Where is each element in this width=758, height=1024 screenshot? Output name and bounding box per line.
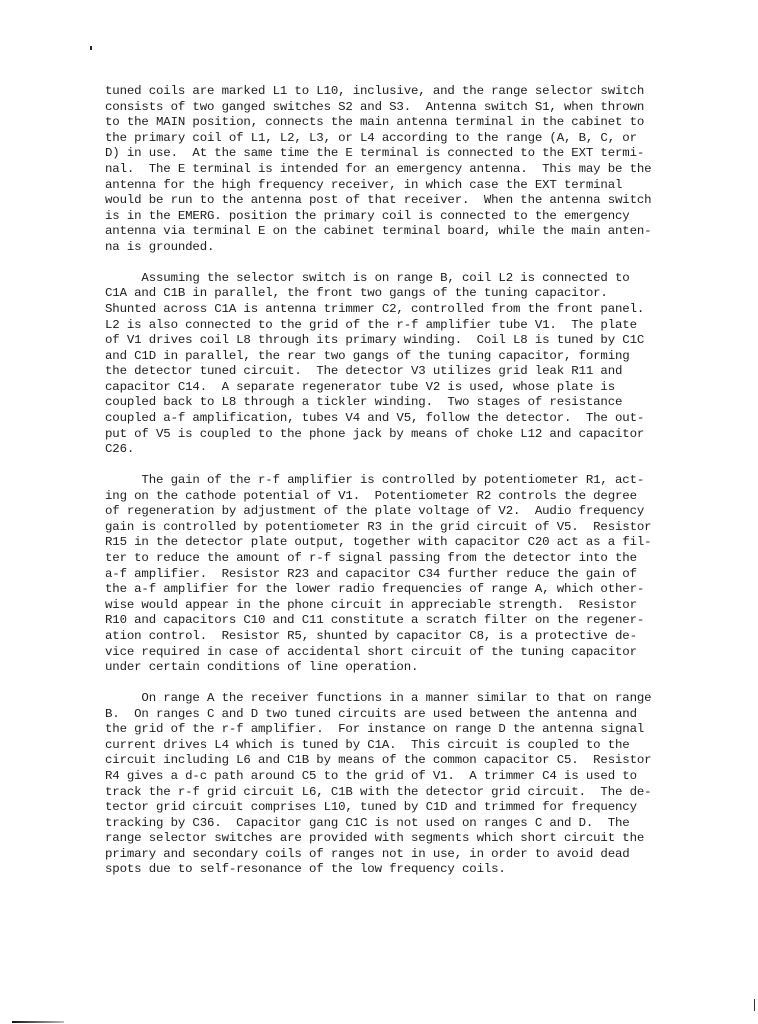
scan-bottom-rule [12,1021,64,1023]
text-line: gain is controlled by potentiometer R3 in the grid circuit of V5. Resistor [105,519,652,534]
paragraph [105,84,680,256]
text-line: circuit including L6 and C1B by means of the common capacitor C5. Resistor [105,753,652,768]
scan-speck [90,46,92,50]
text-line: D) in use. At the same time the E terminal is connected to the EXT termi- [105,146,645,161]
text-line: tuned coils are marked L1 to L10, inclusive, and the range selector switch [105,84,645,98]
text-line: R15 in the detector plate output, together with capacitor C20 act as a fil- [105,535,652,550]
text-line: L2 is also connected to the grid of the r-f amplifier tube V1. The plate [105,317,637,332]
text-line: nal. The E terminal is intended for an emergency antenna. This may be the [105,161,652,176]
paragraph [105,473,680,676]
text-line: ter to reduce the amount of r-f signal passing from the detector into the [105,551,637,565]
text-line: under certain conditions of line operation. [105,660,419,675]
text-line: Shunted across C1A is antenna trimmer C2, controlled from the front panel. [105,301,645,316]
text-line: ing on the cathode potential of V1. Potentiometer R2 controls the degree [105,488,637,503]
text-line: wise would appear in the phone circuit in appreciable strength. Resistor [105,597,637,612]
text-line: track the r-f grid circuit L6, C1B with the detector grid circuit. The de- [105,784,652,799]
text-line: spots due to self-resonance of the low frequency coils. [105,862,506,877]
text-line: C26. [105,442,135,457]
text-line: of V1 drives coil L8 through its primary winding. Coil L8 is tuned by C1C [105,333,645,348]
text-line: coupled back to L8 through a tickler winding. Two stages of resistance [105,395,623,410]
text-line: R4 gives a d-c path around C5 to the grid of V1. A trimmer C4 is used to [105,768,637,783]
paragraph [105,271,680,458]
text-line: tracking by C36. Capacitor gang C1C is not used on ranges C and D. The [105,815,630,830]
text-line: C1A and C1B in parallel, the front two gangs of the tuning capacitor. [105,286,608,301]
text-line: is in the EMERG. position the primary coil is connected to the emergency [105,208,630,223]
text-line: the a-f amplifier for the lower radio frequencies of range A, which other- [105,582,645,597]
text-line: na is grounded. [105,239,215,254]
text-line: range selector switches are provided with segments which short circuit the [105,831,645,846]
text-line: The gain of the r-f amplifier is controlled by potentiometer R1, act- [105,473,645,488]
text-line: current drives L4 which is tuned by C1A. This circuit is coupled to the [105,737,630,752]
text-line: capacitor C14. A separate regenerator tube V2 is used, whose plate is [105,379,615,394]
text-line: vice required in case of accidental short circuit of the tuning capacitor [105,644,637,659]
text-line: a-f amplifier. Resistor R23 and capacitor C34 further reduce the gain of [105,566,637,581]
text-line: put of V5 is coupled to the phone jack by means of choke L12 and capacitor [105,426,645,441]
text-line: the primary coil of L1, L2, L3, or L4 according to the range (A, B, C, or [105,130,637,145]
text-line: consists of two ganged switches S2 and S3. Antenna switch S1, when thrown [105,99,645,114]
text-line: of regeneration by adjustment of the plate voltage of V2. Audio frequency [105,504,645,519]
scan-edge-mark [754,999,755,1011]
text-line: and C1D in parallel, the rear two gangs of the tuning capacitor, forming [105,348,630,363]
text-line: ation control. Resistor R5, shunted by capacitor C8, is a protective de- [105,628,637,643]
text-line: the grid of the r-f amplifier. For instance on range D the antenna signal [105,722,645,737]
body-text [105,84,680,893]
text-line: to the MAIN position, connects the main antenna terminal in the cabinet to [105,115,645,130]
text-line: On range A the receiver functions in a manner similar to that on range [105,690,652,705]
text-line: coupled a-f amplification, tubes V4 and V5, follow the detector. The out- [105,411,645,426]
text-line: R10 and capacitors C10 and C11 constitute a scratch filter on the regener- [105,613,645,628]
text-line: antenna via terminal E on the cabinet terminal board, while the main anten- [105,224,652,239]
text-line: antenna for the high frequency receiver, in which case the EXT terminal [105,177,623,192]
text-line: primary and secondary coils of ranges not in use, in order to avoid dead [105,846,630,861]
text-line: B. On ranges C and D two tuned circuits are used between the antenna and [105,706,637,721]
text-line: would be run to the antenna post of that receiver. When the antenna switch [105,193,652,208]
text-line: the detector tuned circuit. The detector V3 utilizes grid leak R11 and [105,364,623,379]
text-line: Assuming the selector switch is on range B, coil L2 is connected to [105,270,630,285]
text-line: tector grid circuit comprises L10, tuned by C1D and trimmed for frequency [105,800,637,815]
paragraph [105,691,680,878]
